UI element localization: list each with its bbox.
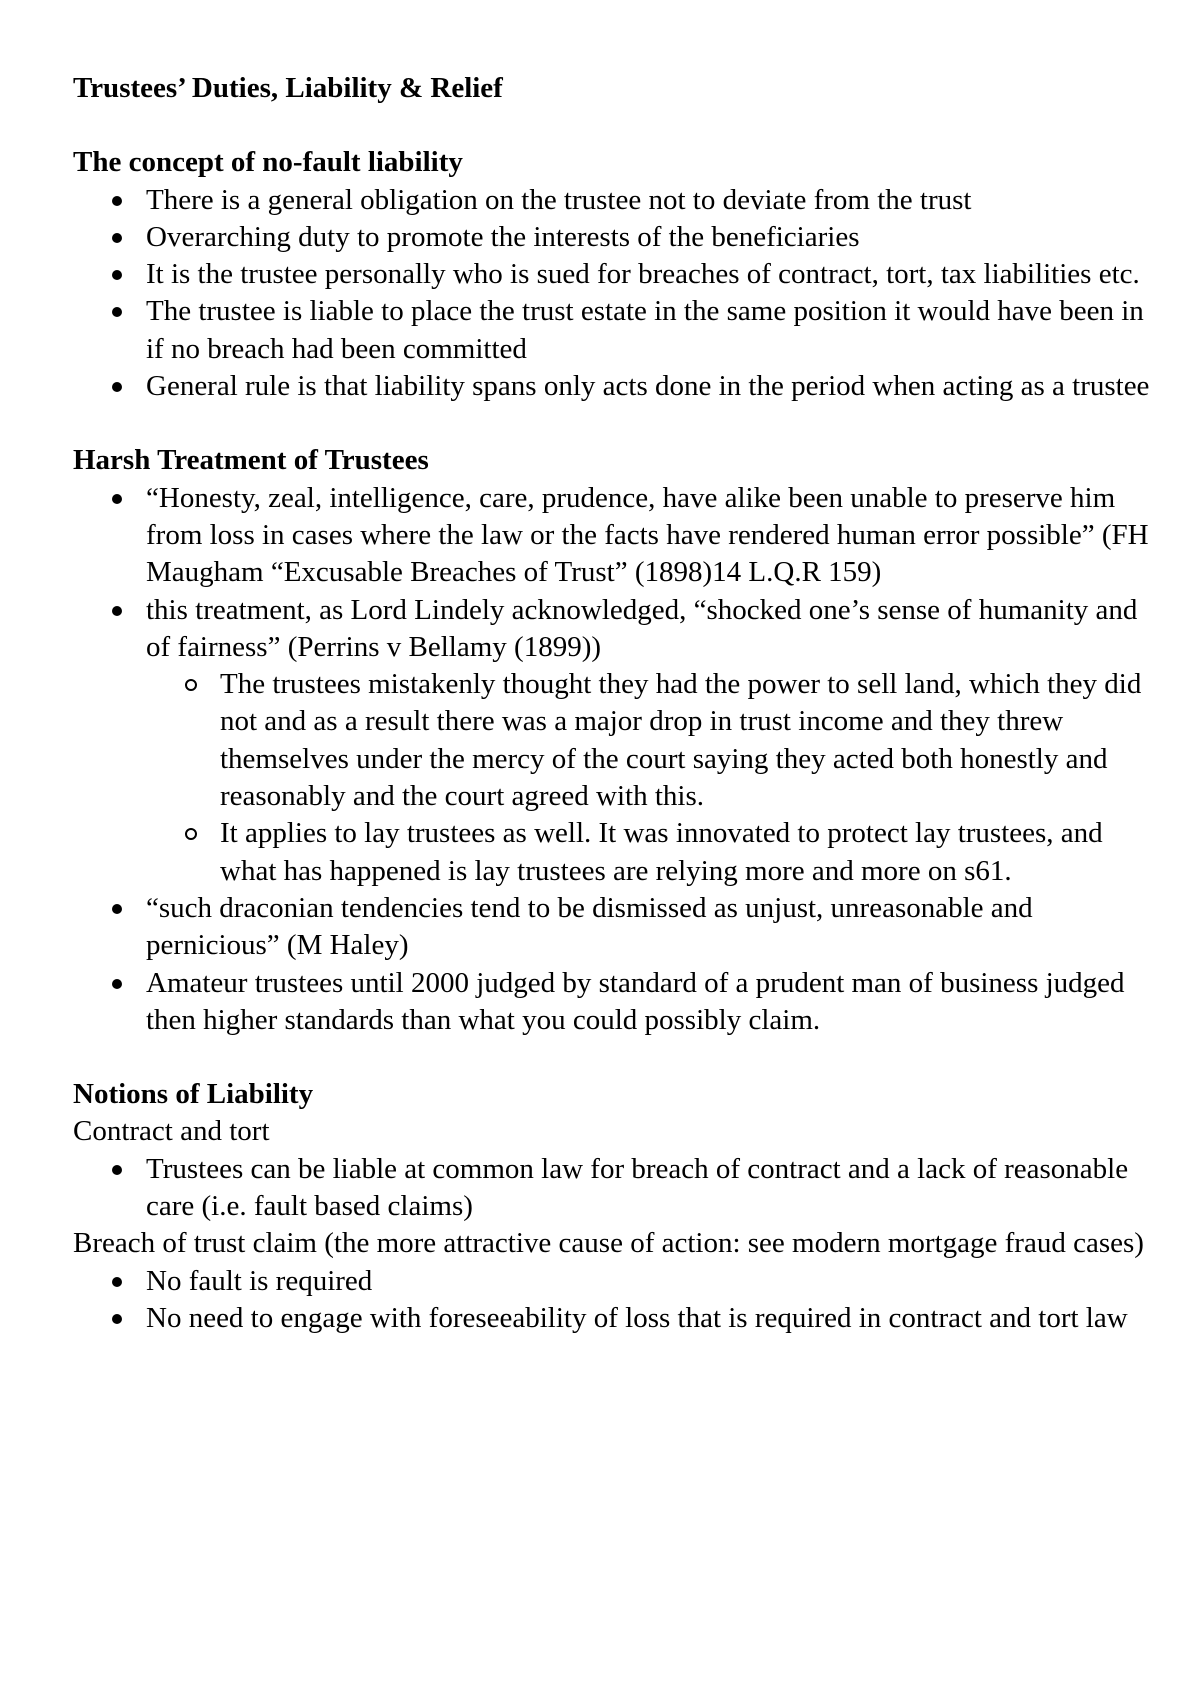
subheading-breach-of-trust: Breach of trust claim (the more attractive cause of action: see modern mortgage fraud cases) (73, 1227, 1144, 1260)
section-notions-of-liability (73, 1076, 1153, 1337)
section-heading: Harsh Treatment of Trustees (73, 444, 429, 477)
document-title: Trustees’ Duties, Liability & Relief (73, 72, 503, 104)
list-item: “such draconian tendencies tend to be dismissed as unjust, unreasonable and pernicious” (M Haley) (146, 890, 1153, 965)
list-item: It is the trustee personally who is sued for breaches of contract, tort, tax liabilities etc. (146, 256, 1153, 293)
document-page (73, 70, 1153, 1337)
list-item: Amateur trustees until 2000 judged by standard of a prudent man of business judged then higher standards than what you could possibly claim. (146, 965, 1153, 1040)
sub-list-item: The trustees mistakenly thought they had the power to sell land, which they did not and as a result there was a major drop in trust income and they threw themselves under the mercy of the court saying they acted both honestly and reasonably and the court agreed with this. (220, 666, 1153, 815)
list-item: Trustees can be liable at common law for breach of contract and a lack of reasonable care (i.e. fault based claims) (146, 1151, 1153, 1226)
list-item: General rule is that liability spans only acts done in the period when acting as a trustee (146, 368, 1153, 405)
bullet-list (73, 480, 1153, 1039)
list-item: No need to engage with foreseeability of loss that is required in contract and tort law (146, 1300, 1153, 1337)
subheading-contract-tort: Contract and tort (73, 1115, 270, 1148)
sub-list-item: It applies to lay trustees as well. It was innovated to protect lay trustees, and what has happened is lay trustees are relying more and more on s61. (220, 815, 1153, 890)
section-no-fault-liability (73, 144, 1153, 405)
list-item: “Honesty, zeal, intelligence, care, prudence, have alike been unable to preserve him from loss in cases where the law or the facts have rendered human error possible” (FH Maugham “Excusable Breaches of Trust” (1898)14 L.Q.R 159) (146, 480, 1153, 592)
list-item (146, 592, 1153, 890)
bullet-list (73, 1263, 1153, 1338)
list-item: The trustee is liable to place the trust estate in the same position it would have been in if no breach had been committed (146, 293, 1153, 368)
section-harsh-treatment (73, 442, 1153, 1039)
bullet-list (73, 182, 1153, 406)
list-item: Overarching duty to promote the interests of the beneficiaries (146, 219, 1153, 256)
bullet-list (73, 1151, 1153, 1226)
list-item: No fault is required (146, 1263, 1153, 1300)
list-item-text: this treatment, as Lord Lindely acknowledged, “shocked one’s sense of humanity and of fairness” (Perrins v Bellamy (1899)) (146, 593, 1138, 663)
section-heading: Notions of Liability (73, 1078, 314, 1111)
section-heading: The concept of no-fault liability (73, 146, 463, 179)
list-item: There is a general obligation on the trustee not to deviate from the trust (146, 182, 1153, 219)
sub-bullet-list (146, 666, 1153, 890)
